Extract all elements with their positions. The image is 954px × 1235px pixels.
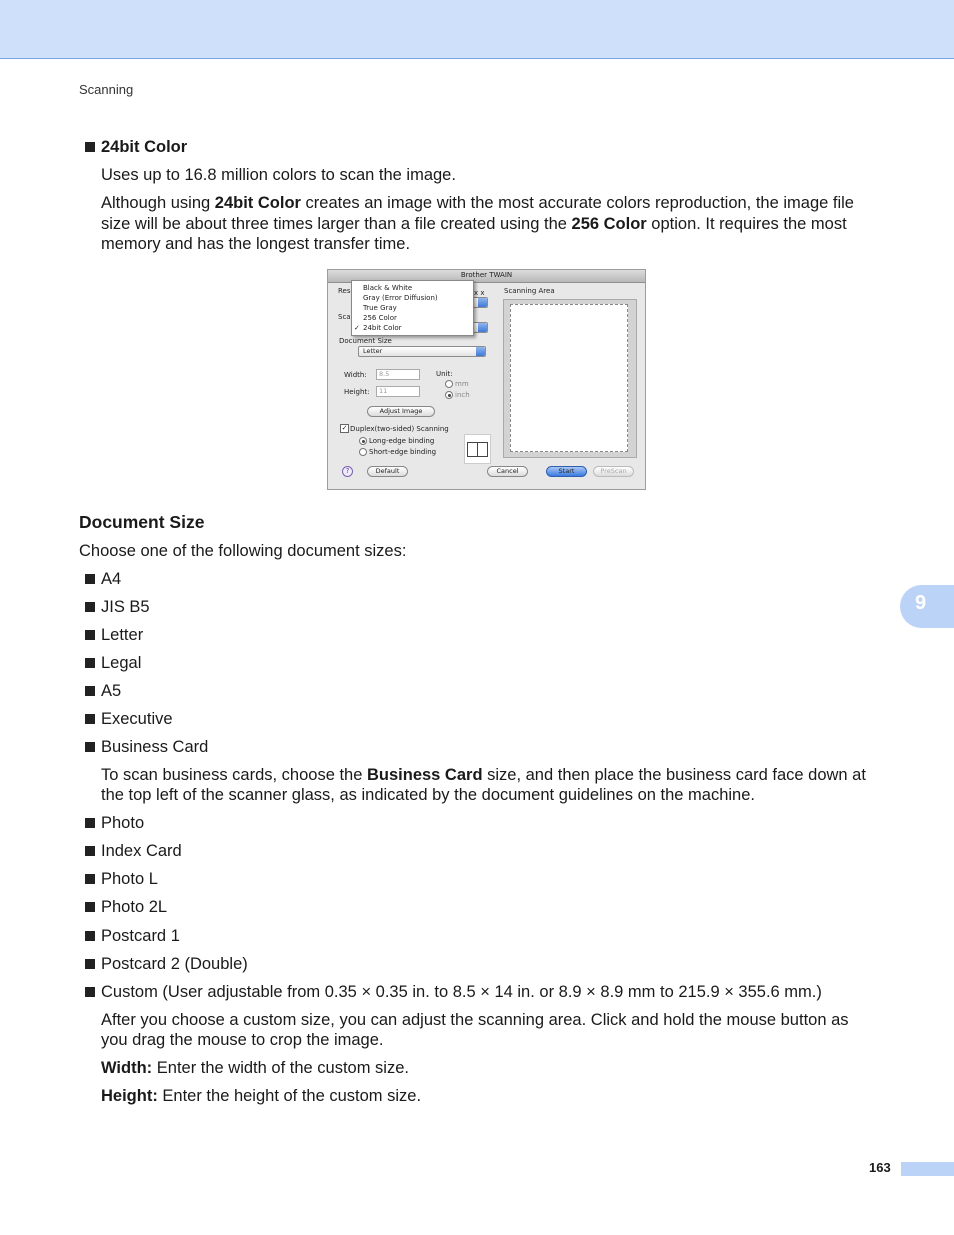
- intro-text: Choose one of the following document sizes:: [79, 542, 407, 560]
- list-item-postcard-2: Postcard 2 (Double): [101, 955, 248, 973]
- list-item-a5: A5: [101, 682, 122, 700]
- unit-mm-radio[interactable]: [445, 380, 453, 388]
- scan-type-arrow-icon: [478, 323, 487, 332]
- cancel-button[interactable]: Cancel: [487, 466, 528, 477]
- height-label: Height:: [344, 388, 370, 396]
- unit-mm-label: mm: [455, 380, 469, 388]
- default-button[interactable]: Default: [367, 466, 408, 477]
- option-title: 24bit Color: [101, 138, 188, 156]
- width-description: Width: Enter the width of the custom size.: [101, 1059, 409, 1077]
- unit-label: Unit:: [436, 370, 453, 378]
- bullet-marker: [85, 959, 95, 969]
- duplex-preview-icon: [464, 434, 491, 464]
- height-description: Height: Enter the height of the custom size.: [101, 1087, 422, 1105]
- start-button[interactable]: Start: [546, 466, 587, 477]
- list-item-business-card: Business Card: [101, 738, 209, 756]
- document-size-value: Letter: [363, 347, 383, 355]
- page-number-bar: [901, 1162, 954, 1176]
- bullet-marker: [85, 602, 95, 612]
- scanning-area-preview[interactable]: [503, 299, 637, 458]
- duplex-checkbox[interactable]: ✓: [341, 424, 348, 432]
- document-size-arrow-icon: [476, 347, 485, 356]
- bullet-marker: [85, 574, 95, 584]
- prescan-button[interactable]: PreScan: [593, 466, 634, 477]
- list-item-photo-l: Photo L: [101, 870, 158, 888]
- duplex-label: Duplex(two-sided) Scanning: [350, 425, 449, 433]
- bullet-marker: [85, 902, 95, 912]
- menu-item-black-white[interactable]: Black & White: [363, 284, 413, 292]
- bullet-marker: [85, 846, 95, 856]
- business-card-note-line-1: To scan business cards, choose the Business Card size, and then place the business card face down at: [101, 766, 866, 784]
- list-item-letter: Letter: [101, 626, 144, 644]
- document-size-select[interactable]: [358, 346, 486, 357]
- long-edge-radio[interactable]: [359, 437, 367, 445]
- resolution-select[interactable]: [472, 297, 488, 308]
- menu-item-true-gray[interactable]: True Gray: [363, 304, 397, 312]
- checkmark-icon: ✓: [354, 324, 360, 332]
- bullet-marker: [85, 658, 95, 668]
- bullet-marker: [85, 630, 95, 640]
- scan-type-label-fragment: Sca: [338, 313, 351, 321]
- width-label: Width:: [344, 371, 367, 379]
- list-item-executive: Executive: [101, 710, 173, 728]
- menu-item-gray-error-diffusion[interactable]: Gray (Error Diffusion): [363, 294, 438, 302]
- short-edge-label: Short-edge binding: [369, 448, 437, 456]
- resolution-value-fragment: x x: [474, 289, 485, 297]
- list-item-legal: Legal: [101, 654, 142, 672]
- menu-item-24bit-color[interactable]: 24bit Color: [363, 324, 402, 332]
- scan-type-select[interactable]: [472, 322, 488, 333]
- bullet-marker: [85, 931, 95, 941]
- bullet-marker: [85, 714, 95, 724]
- list-item-photo-2l: Photo 2L: [101, 898, 168, 916]
- option-paragraph-line-3: memory and has the longest transfer time.: [101, 235, 411, 253]
- document-size-label: Document Size: [339, 337, 392, 345]
- page-number: 163: [869, 1160, 891, 1175]
- menu-item-256-color[interactable]: 256 Color: [363, 314, 397, 322]
- custom-note-line-1: After you choose a custom size, you can adjust the scanning area. Click and hold the mouse button as: [101, 1011, 849, 1029]
- bullet-marker: [85, 987, 95, 997]
- unit-inch-label: inch: [455, 391, 470, 399]
- twain-dialog-screenshot: [327, 269, 646, 490]
- bullet-marker: [85, 874, 95, 884]
- unit-inch-radio[interactable]: [445, 391, 453, 399]
- dialog-title: Brother TWAIN: [460, 271, 513, 279]
- bullet-marker: [85, 142, 95, 152]
- list-item-a4: A4: [101, 570, 122, 588]
- option-paragraph-line-1: Although using 24bit Color creates an image with the most accurate colors reproduction, the image file: [101, 194, 854, 212]
- list-item-custom: Custom (User adjustable from 0.35 × 0.35 in. to 8.5 × 14 in. or 8.9 × 8.9 mm to 215.9 × 355.6 mm.): [101, 983, 822, 1001]
- list-item-index-card: Index Card: [101, 842, 182, 860]
- bullet-marker: [85, 818, 95, 828]
- bullet-marker: [85, 742, 95, 752]
- section-label: Scanning: [79, 82, 134, 97]
- scan-page-outline: [510, 304, 628, 452]
- adjust-image-button[interactable]: Adjust Image: [367, 406, 435, 417]
- option-paragraph-line-2: size will be about three times larger than a file created using the 256 Color option. It requires the most: [101, 215, 847, 233]
- resolution-arrow-icon: [478, 298, 487, 307]
- section-heading: Document Size: [79, 512, 205, 532]
- scan-type-popup-menu[interactable]: [351, 280, 474, 336]
- list-item-postcard-1: Postcard 1: [101, 927, 180, 945]
- chapter-number: 9: [915, 592, 927, 614]
- short-edge-radio[interactable]: [359, 448, 367, 456]
- custom-note-line-2: you drag the mouse to crop the image.: [101, 1031, 384, 1049]
- list-item-jis-b5: JIS B5: [101, 598, 150, 616]
- business-card-note-line-2: the top left of the scanner glass, as indicated by the document guidelines on the machine.: [101, 786, 755, 804]
- chapter-tab: [900, 585, 954, 628]
- width-field[interactable]: 8.5: [376, 369, 420, 380]
- list-item-photo: Photo: [101, 814, 145, 832]
- height-field[interactable]: 11: [376, 386, 420, 397]
- header-band: [0, 0, 954, 59]
- resolution-label-fragment: Res: [338, 287, 351, 295]
- option-line: Uses up to 16.8 million colors to scan the image.: [101, 166, 456, 184]
- long-edge-label: Long-edge binding: [369, 437, 435, 445]
- bullet-marker: [85, 686, 95, 696]
- help-icon[interactable]: ?: [342, 466, 353, 477]
- scanning-area-label: Scanning Area: [504, 287, 555, 295]
